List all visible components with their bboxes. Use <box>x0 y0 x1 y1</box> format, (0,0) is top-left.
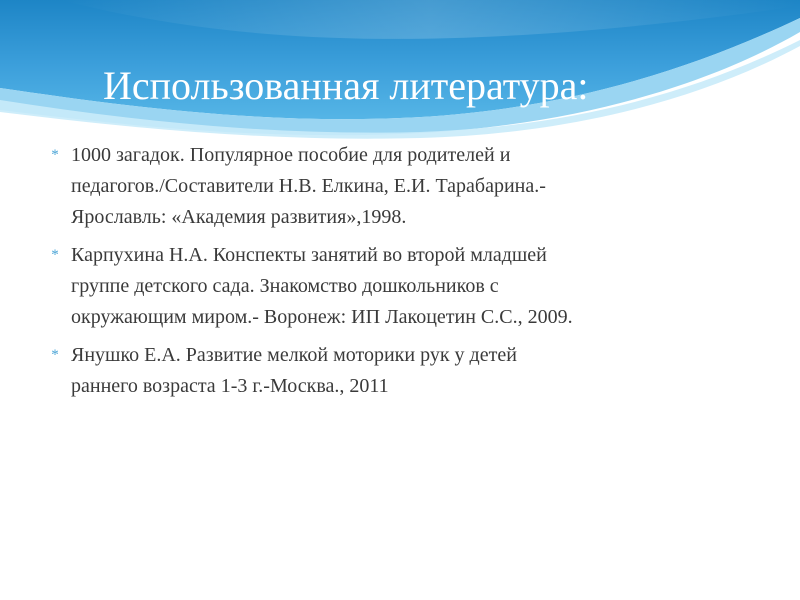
reference-item <box>48 140 748 233</box>
reference-line: Ярославль: «Академия развития»,1998. <box>71 206 407 228</box>
slide-title: Использованная литература: <box>103 63 589 108</box>
reference-line: 1000 загадок. Популярное пособие для родителей и <box>71 144 511 166</box>
reference-item <box>48 240 748 333</box>
references-list <box>48 140 748 402</box>
asterisk-icon: * <box>51 247 59 263</box>
asterisk-icon: * <box>51 347 59 363</box>
reference-item <box>48 340 748 402</box>
reference-line: педагогов./Составители Н.В. Елкина, Е.И. Тарабарина.- <box>71 175 546 197</box>
reference-line: Янушко Е.А. Развитие мелкой моторики рук у детей <box>71 344 517 366</box>
asterisk-icon: * <box>51 147 59 163</box>
reference-line: раннего возраста 1-3 г.-Москва., 2011 <box>71 375 389 397</box>
reference-line: группе детского сада. Знакомство дошкольников с <box>71 275 499 297</box>
reference-line: Карпухина Н.А. Конспекты занятий во второй младшей <box>71 244 547 266</box>
references-content <box>48 140 748 409</box>
reference-line: окружающим миром.- Воронеж: ИП Лакоцетин С.С., 2009. <box>71 306 573 328</box>
